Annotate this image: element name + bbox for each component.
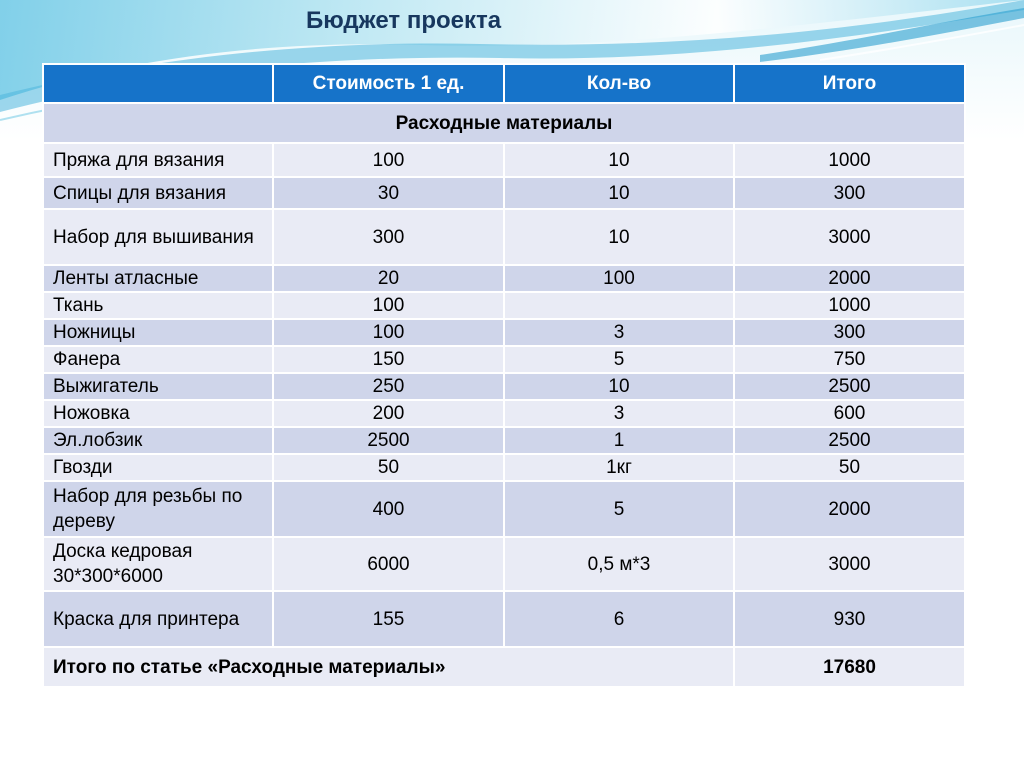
header-total: Итого: [734, 64, 965, 103]
header-item: [43, 64, 273, 103]
cell-cost: 155: [273, 591, 504, 647]
table-row: [43, 346, 965, 373]
cell-cost: 400: [273, 481, 504, 537]
cell-qty: 1: [504, 427, 734, 454]
table-row: [43, 265, 965, 292]
cell-total: 930: [734, 591, 965, 647]
table-row: [43, 209, 965, 265]
cell-cost: 150: [273, 346, 504, 373]
cell-total: 600: [734, 400, 965, 427]
cell-qty: 10: [504, 177, 734, 209]
cell-cost: 50: [273, 454, 504, 481]
cell-cost: 300: [273, 209, 504, 265]
cell-item-name: Пряжа для вязания: [43, 143, 273, 177]
cell-item-name: Фанера: [43, 346, 273, 373]
table-row: [43, 537, 965, 591]
table-row: [43, 292, 965, 319]
cell-item-name: Набор для вышивания: [43, 209, 273, 265]
budget-table: [42, 63, 966, 688]
cell-cost: 6000: [273, 537, 504, 591]
cell-item-name: Ножницы: [43, 319, 273, 346]
cell-total: 300: [734, 177, 965, 209]
cell-qty: 10: [504, 209, 734, 265]
cell-qty: 3: [504, 400, 734, 427]
cell-item-name: Ленты атласные: [43, 265, 273, 292]
total-row: [43, 647, 965, 687]
cell-total: 1000: [734, 143, 965, 177]
total-label: Итого по статье «Расходные материалы»: [43, 647, 734, 687]
table-row: [43, 177, 965, 209]
table-row: [43, 591, 965, 647]
cell-item-name: Набор для резьбы по дереву: [43, 481, 273, 537]
table-row: [43, 481, 965, 537]
header-qty: Кол-во: [504, 64, 734, 103]
cell-total: 3000: [734, 209, 965, 265]
cell-item-name: Гвозди: [43, 454, 273, 481]
slide-title: Бюджет проекта: [306, 7, 502, 34]
cell-cost: 200: [273, 400, 504, 427]
cell-cost: 100: [273, 143, 504, 177]
cell-total: 50: [734, 454, 965, 481]
section-title: Расходные материалы: [43, 103, 965, 143]
cell-cost: 250: [273, 373, 504, 400]
cell-qty: [504, 292, 734, 319]
cell-item-name: Ткань: [43, 292, 273, 319]
cell-cost: 30: [273, 177, 504, 209]
cell-qty: 1кг: [504, 454, 734, 481]
cell-qty: 3: [504, 319, 734, 346]
cell-cost: 2500: [273, 427, 504, 454]
table-row: [43, 143, 965, 177]
cell-total: 1000: [734, 292, 965, 319]
section-row: [43, 103, 965, 143]
cell-total: 2000: [734, 265, 965, 292]
header-row: [43, 64, 965, 103]
cell-total: 2500: [734, 373, 965, 400]
table-row: [43, 373, 965, 400]
cell-total: 3000: [734, 537, 965, 591]
cell-qty: 6: [504, 591, 734, 647]
cell-total: 300: [734, 319, 965, 346]
cell-qty: 10: [504, 373, 734, 400]
table-row: [43, 427, 965, 454]
cell-total: 2000: [734, 481, 965, 537]
table-row: [43, 454, 965, 481]
cell-item-name: Выжигатель: [43, 373, 273, 400]
cell-qty: 100: [504, 265, 734, 292]
cell-qty: 0,5 м*3: [504, 537, 734, 591]
table-row: [43, 400, 965, 427]
cell-qty: 10: [504, 143, 734, 177]
cell-qty: 5: [504, 346, 734, 373]
table-row: [43, 319, 965, 346]
cell-item-name: Ножовка: [43, 400, 273, 427]
cell-cost: 100: [273, 319, 504, 346]
cell-item-name: Доска кедровая 30*300*6000: [43, 537, 273, 591]
cell-qty: 5: [504, 481, 734, 537]
cell-cost: 20: [273, 265, 504, 292]
cell-item-name: Спицы для вязания: [43, 177, 273, 209]
cell-cost: 100: [273, 292, 504, 319]
cell-item-name: Краска для принтера: [43, 591, 273, 647]
total-value: 17680: [734, 647, 965, 687]
cell-item-name: Эл.лобзик: [43, 427, 273, 454]
header-cost: Стоимость 1 ед.: [273, 64, 504, 103]
cell-total: 2500: [734, 427, 965, 454]
cell-total: 750: [734, 346, 965, 373]
